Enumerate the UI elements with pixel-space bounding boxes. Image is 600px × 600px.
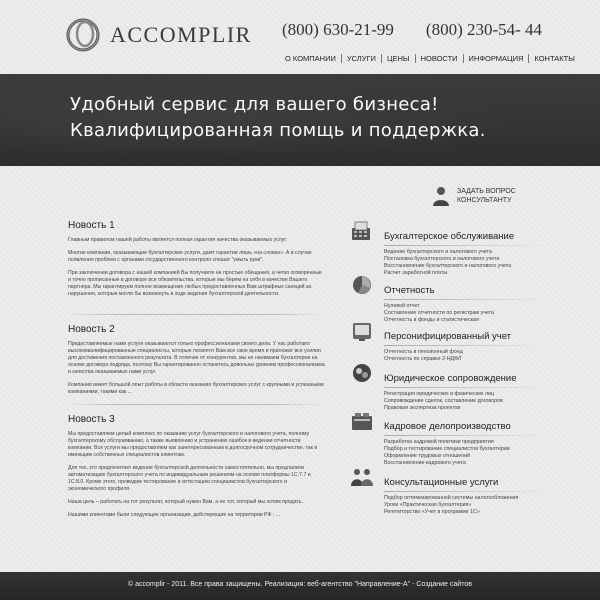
service-consulting	[350, 466, 550, 516]
banner-line-2: Квалифицированная помщь и поддержка.	[70, 120, 486, 141]
reporting-icon	[350, 274, 374, 296]
service-divider	[384, 435, 550, 436]
news-title[interactable]: Новость 1	[68, 220, 115, 231]
header	[0, 0, 600, 74]
service-list-item[interactable]: Восстановление кадрового учета	[384, 460, 466, 466]
personal-account-icon	[350, 320, 374, 342]
service-divider	[384, 491, 550, 492]
service-title[interactable]: Персонифицированный учет	[384, 331, 512, 342]
news-title[interactable]: Новость 2	[68, 324, 115, 335]
nav-item-about[interactable]: О КОМПАНИИ	[285, 54, 336, 63]
news-paragraph: Многие компании, оказывающие бухгалтерские услуги, дают гарантии лишь «на словах». А в случае появления проблем с органами государственного контроля спешат "умыть руки".	[68, 250, 312, 263]
service-title[interactable]: Кадровое делопроизводство	[384, 421, 511, 432]
service-title[interactable]: Отчетность	[384, 285, 435, 296]
ask-line-2: КОНСУЛЬТАНТУ	[457, 197, 512, 204]
service-divider	[384, 245, 550, 246]
service-list-item[interactable]: Оформление трудовых отношений	[384, 453, 471, 459]
logo-icon	[66, 18, 100, 52]
hr-icon	[350, 410, 374, 432]
logo-text: ACCOMPLIR	[110, 22, 252, 47]
service-list-item[interactable]: Расчет заработной платы.	[384, 270, 449, 276]
nav-item-prices[interactable]: ЦЕНЫ	[381, 54, 415, 63]
service-list-item[interactable]: Правовая экспертиза проектов	[384, 405, 461, 411]
service-hr	[350, 410, 550, 467]
service-list-item[interactable]: Восстановление бухгалтерского и налогового учета	[384, 263, 512, 269]
service-personal-accounting	[350, 320, 550, 363]
news-item	[68, 414, 326, 525]
service-list-item[interactable]: Составление отчетности по регистрам учета	[384, 310, 494, 316]
news-divider	[64, 404, 324, 405]
service-list-item[interactable]: Отчетность по справке 2-НДФЛ	[384, 356, 462, 362]
news-paragraph: Главным правилом нашей работы является полная гарантия качества оказываемых услуг.	[68, 237, 287, 243]
phones	[282, 20, 542, 40]
accounting-icon	[350, 220, 374, 242]
news-item	[68, 220, 326, 304]
news-paragraph: Нашими клиентами были следующие организации, действующие на территории РФ : ...	[68, 512, 281, 518]
service-list-item[interactable]: Сопровождение сделок, составление договоров	[384, 398, 503, 404]
service-list-item[interactable]: Подбор оптимизированной системы налогообложения	[384, 495, 519, 501]
service-legal	[350, 362, 550, 412]
news-paragraph: Для тех, кто предпочитает ведение бухгалтерской деятельности самостоятельно, мы предлагаем автоматизацию бухгалтерского учета по индивидуальным решениям на основе платформы 1С:7.7 и 1С:8.0. Кроме этого, проводим тестирование и аттестацию специалистов бухгалтерского и экономического профиля.	[68, 465, 311, 492]
service-list-item[interactable]: Ведение бухгалтерского и налогового учета	[384, 249, 492, 255]
footer-copyright: © accomplir - 2011. Все права защищены. Реализация: веб-агентство "Направление-А" - Создание сайтов	[128, 581, 472, 588]
service-list-item[interactable]: Регистрация юридических и физических лиц	[384, 391, 495, 397]
news-paragraph: Наша цель – работать на тот результат, который нужен Вам, а не тот, который мы хотим продать.	[68, 499, 303, 505]
service-title[interactable]: Юридическое сопровождение	[384, 373, 517, 384]
news-item	[68, 324, 326, 402]
service-divider	[384, 345, 550, 346]
news-divider	[64, 314, 324, 315]
service-list-item[interactable]: Нулевой отчет	[384, 303, 420, 309]
phone-1: (800) 630-21-99	[282, 20, 394, 39]
news-paragraph: Компания имеет большой опыт работы в области оказания бухгалтерских услуг с крупными и успешными компаниями, такими как ...	[68, 382, 324, 395]
news-paragraph: Предоставляемые нами услуги оказываются только профессионалами своего дела. У нас работают высококвалифицированные специалисты, которые посвятят Вам все свое время и приложат все усилия для достижения поставленного результата. В отличие от конкурентов, мы не нанимаем бухгалтеров на основе договора подряда, поэтому Вы гарантированно останетесь довольны уровнем профессионализма и качества оказываемых нами услуг.	[68, 341, 325, 375]
service-title[interactable]: Консультационные услуги	[384, 477, 499, 488]
service-list-item[interactable]: Уроки «Практическая бухгалтерия»	[384, 502, 472, 508]
service-accounting	[350, 220, 550, 277]
footer	[0, 572, 600, 600]
ask-line-1: ЗАДАТЬ ВОПРОС	[457, 188, 516, 195]
legal-icon	[350, 362, 374, 384]
service-list-item[interactable]: Подбор и тестирование специалистов бухгалтерии	[384, 446, 510, 452]
service-divider	[384, 299, 550, 300]
banner-line-1: Удобный сервис для вашего бизнеса!	[70, 94, 439, 115]
service-reporting	[350, 274, 550, 324]
service-list-item[interactable]: Отчетность в пенсионный фонд	[384, 349, 463, 355]
phone-2: (800) 230-54- 44	[425, 20, 543, 39]
service-list-item[interactable]: Отчетность в фонды и статистическая	[384, 317, 479, 323]
service-list-item[interactable]: Разработка кадровой политики предприятия	[384, 439, 494, 445]
nav-item-services[interactable]: УСЛУГИ	[341, 54, 381, 63]
consulting-icon	[350, 466, 374, 488]
news-paragraph: При заключении договора с нашей компанией Вы получаете не простые обещания, а четко оговоренные и точно прописанные в договоре все обязательства, которые мы берем на себя в качестве Вашего партнера. Мы гарантируем полное возмещение любых предоставленных Вам штрафных санкций за нарушения, которые могли бы возникнуть в ходе ведения бухгалтерской деятельности.	[68, 270, 322, 297]
news-title[interactable]: Новость 3	[68, 414, 115, 425]
service-divider	[384, 387, 550, 388]
main-nav	[280, 54, 580, 63]
logo[interactable]	[66, 18, 252, 52]
nav-item-contacts[interactable]: КОНТАКТЫ	[528, 54, 579, 63]
hero-banner	[0, 74, 600, 166]
nav-item-news[interactable]: НОВОСТИ	[415, 54, 463, 63]
news-paragraph: Мы предоставляем целый комплекс по оказанию услуг бухгалтерского и налогового учета, полному бухгалтерскому обслуживанию, а также выявлению и устранению ошибок в ведении отчетности компании. Все услуги мы предоставляем как заинтересованным в долгосрочном сотрудничестве, так и имеющим собственных специалистов клиентам.	[68, 431, 318, 458]
service-list-item[interactable]: Репетиторство «Учет в программе 1С»	[384, 509, 480, 515]
service-title[interactable]: Бухгалтерское обслуживание	[384, 231, 515, 242]
service-list-item[interactable]: Постановка бухгалтерского и налогового учета	[384, 256, 500, 262]
ask-consultant-link[interactable]	[432, 186, 516, 206]
consultant-icon	[432, 186, 450, 206]
nav-item-info[interactable]: ИНФОРМАЦИЯ	[463, 54, 529, 63]
